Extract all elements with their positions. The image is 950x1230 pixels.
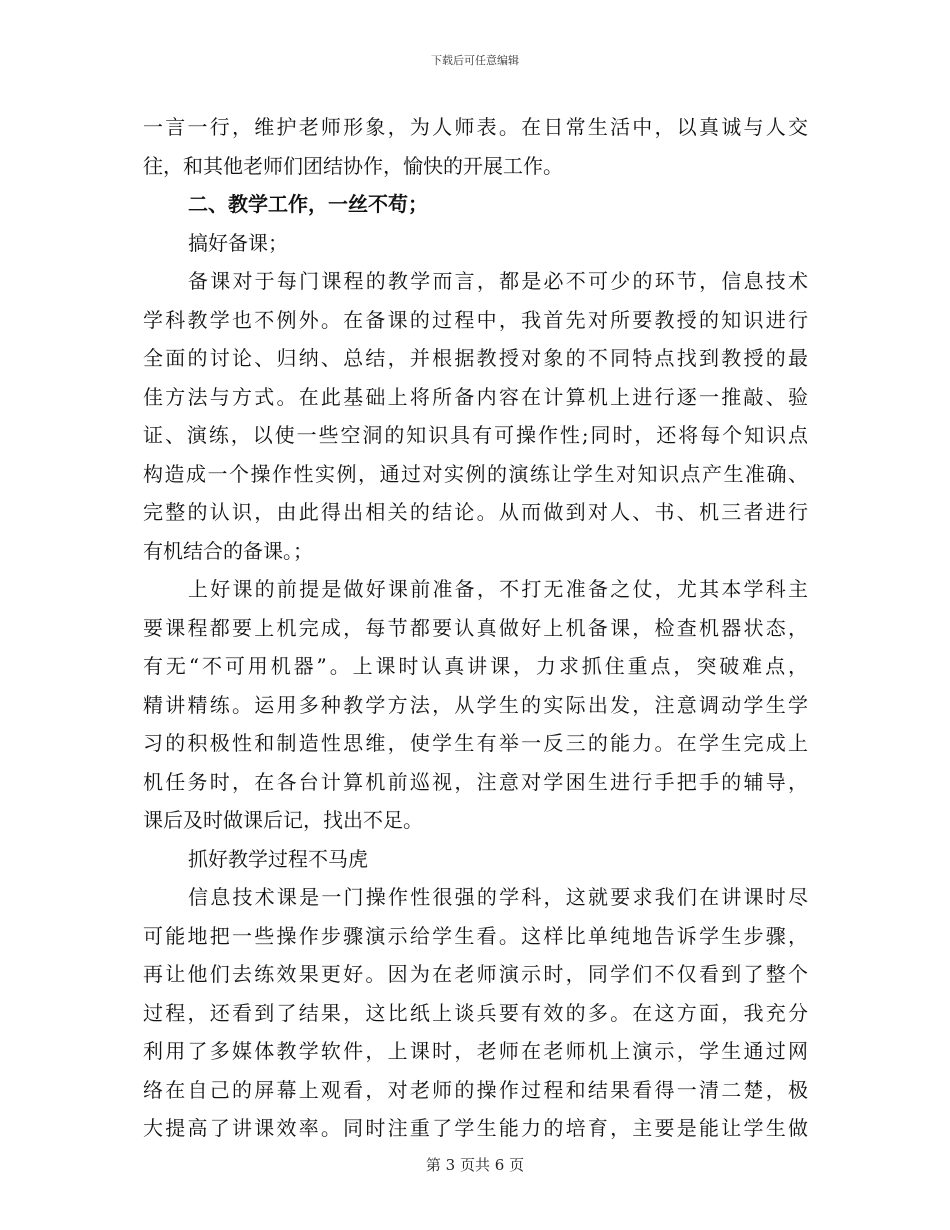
paragraph-line: 课后及时做课后记，找出不足。 — [143, 808, 423, 832]
paragraph-line: 证、演练，以使一些空洞的知识具有可操作性;同时，还将每个知识点 — [143, 423, 808, 447]
paragraph-line: 佳方法与方式。在此基础上将所备内容在计算机上进行逐一推敲、验 — [143, 384, 808, 409]
paragraph-line: 大提高了讲课效率。同时注重了学生能力的培育，主要是能让学生做 — [143, 1116, 808, 1140]
paragraph-line: 要课程都要上机完成，每节都要认真做好上机备课，检查机器状态， — [143, 615, 808, 640]
paragraph-line: 络在自己的屏幕上观看，对老师的操作过程和结果看得一清二楚，极 — [143, 1077, 808, 1102]
paragraph-line: 过程，还看到了结果，这比纸上谈兵要有效的多。在这方面，我充分 — [143, 1000, 808, 1025]
subsection-heading: 抓好教学过程不马虎 — [188, 846, 368, 871]
paragraph-line: 全面的讨论、归纳、总结，并根据教授对象的不同特点找到教授的最 — [143, 346, 808, 370]
paragraph-line: 备课对于每门课程的教学而言，都是必不可少的环节，信息技术 — [188, 269, 808, 293]
paragraph-line: 往，和其他老师们团结协作，愉快的开展工作。 — [143, 153, 563, 178]
paragraph-line: 学科教学也不例外。在备课的过程中，我首先对所要教授的知识进行 — [143, 307, 808, 332]
page-header: 下载后可任意编辑 — [431, 54, 519, 67]
paragraph-line: 完整的认识，由此得出相关的结论。从而做到对人、书、机三者进行 — [143, 500, 808, 524]
paragraph-line: 再让他们去练效果更好。因为在老师演示时，同学们不仅看到了整个 — [143, 962, 808, 986]
section-heading: 二、教学工作，一丝不苟； — [188, 192, 428, 216]
paragraph-line: 有机结合的备课。； — [143, 538, 313, 563]
paragraph-line: 有无“不可用机器”。上课时认真讲课，力求抓住重点，突破难点， — [143, 654, 808, 678]
paragraph-line: 可能地把一些操作步骤演示给学生看。这样比单纯地告诉学生步骤， — [143, 923, 808, 948]
document-body — [143, 108, 808, 1148]
page-footer: 第 3 页共 6 页 — [425, 1156, 525, 1174]
paragraph-line: 精讲精练。运用多种教学方法，从学生的实际出发，注意调动学生学 — [143, 692, 808, 717]
paragraph-line: 信息技术课是一门操作性很强的学科，这就要求我们在讲课时尽 — [188, 885, 808, 909]
paragraph-line: 机任务时，在各台计算机前巡视，注意对学困生进行手把手的辅导， — [143, 769, 808, 794]
paragraph-line: 利用了多媒体教学软件，上课时，老师在老师机上演示，学生通过网 — [143, 1039, 808, 1063]
paragraph-line: 习的积极性和制造性思维，使学生有举一反三的能力。在学生完成上 — [143, 731, 808, 755]
subsection-heading: 搞好备课； — [188, 230, 288, 255]
paragraph-line: 上好课的前提是做好课前准备，不打无准备之仗，尤其本学科主 — [188, 577, 808, 601]
paragraph-line: 一言一行，维护老师形象，为人师表。在日常生活中，以真诚与人交 — [143, 115, 808, 139]
paragraph-line: 构造成一个操作性实例，通过对实例的演练让学生对知识点产生准确、 — [143, 461, 808, 486]
